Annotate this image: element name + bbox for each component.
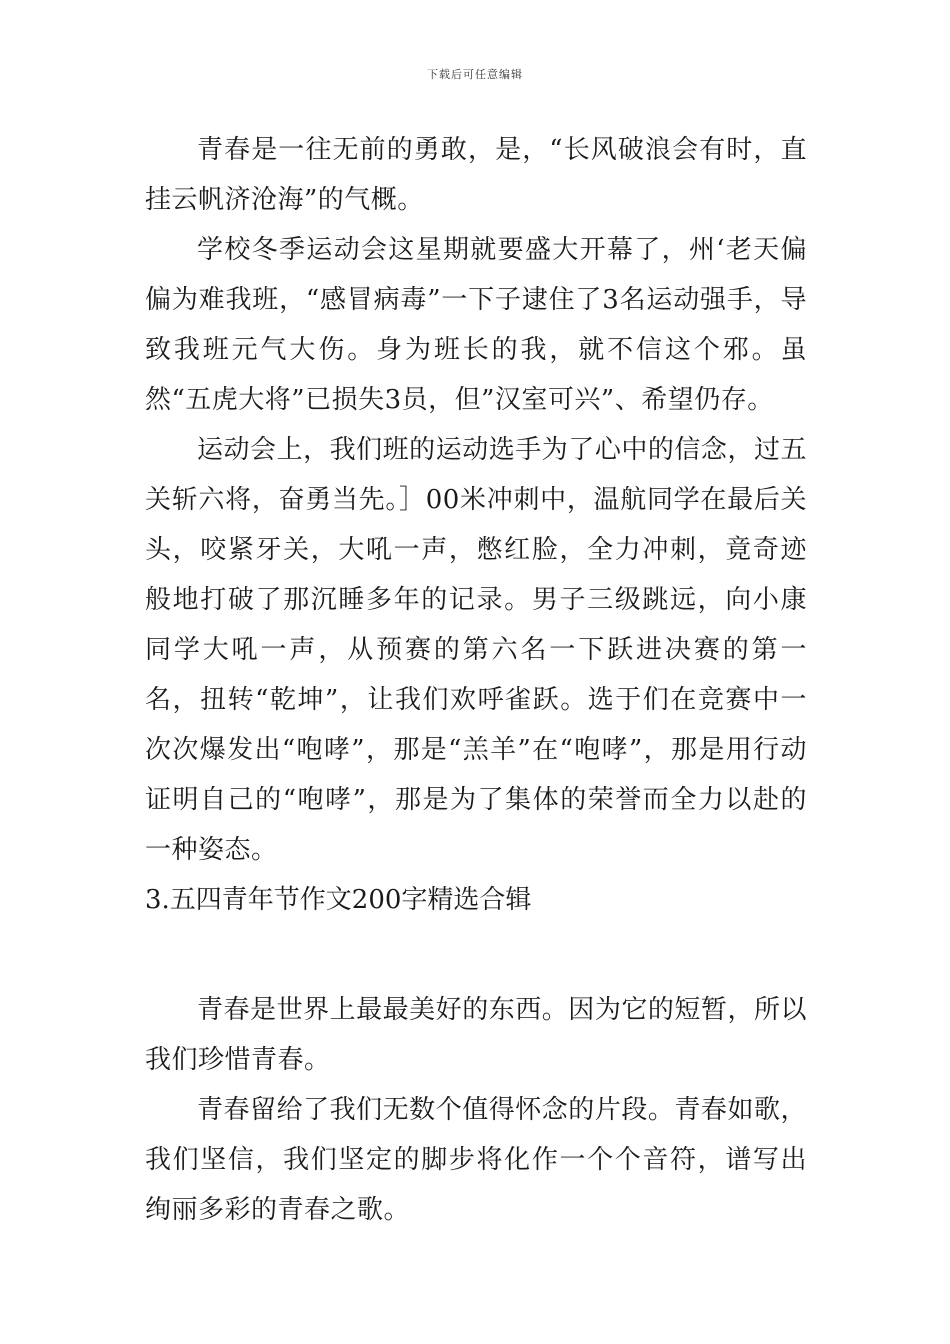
document-body bbox=[145, 125, 807, 1235]
section-spacer bbox=[145, 925, 807, 985]
section-heading: 3.五四青年节作文200字精选合辑 bbox=[145, 885, 532, 915]
paragraph-competition: 运动会上，我们班的运动选手为了心中的信念，过五关斩六将，奋勇当先。］00米冲刺中，温航同学在最后关头，咬紧牙关，大吼一声，憋红脸，全力冲刺，竟奇迹般地打破了那沉睡多年的记录。男子三级跳远，向小康同学大吼一声，从预赛的第六名一下跃进决赛的第一名，扭转“乾坤”，让我们欢呼雀跃。选于们在竞赛中一次次爆发出“咆哮”，那是“羔羊”在“咆哮”，那是用行动证明自己的“咆哮”，那是为了集体的荣誉而全力以赴的一种姿态。 bbox=[145, 435, 807, 865]
paragraph-sports-meet: 学校冬季运动会这星期就要盛大开幕了，州‘老天偏偏为难我班，“感冒病毒”一下子逮住了3名运动强手，导致我班元气大伤。身为班长的我，就不信这个邪。虽然“五虎大将”已损失3员，但”汉室可兴”、希望仍存。 bbox=[145, 235, 807, 415]
paragraph-youth-beautiful: 青春是世界上最最美好的东西。因为它的短暂，所以我们珍惜青春。 bbox=[145, 995, 807, 1075]
paragraph-youth-song: 青春留给了我们无数个值得怀念的片段。青春如歌，我们坚信，我们坚定的脚步将化作一个个音符，谱写出绚丽多彩的青春之歌。 bbox=[145, 1095, 807, 1225]
page-header: 下载后可任意编辑 bbox=[427, 68, 523, 81]
paragraph-youth-courage: 青春是一往无前的勇敢，是，“长风破浪会有时，直挂云帆济沧海”的气概。 bbox=[145, 135, 807, 215]
